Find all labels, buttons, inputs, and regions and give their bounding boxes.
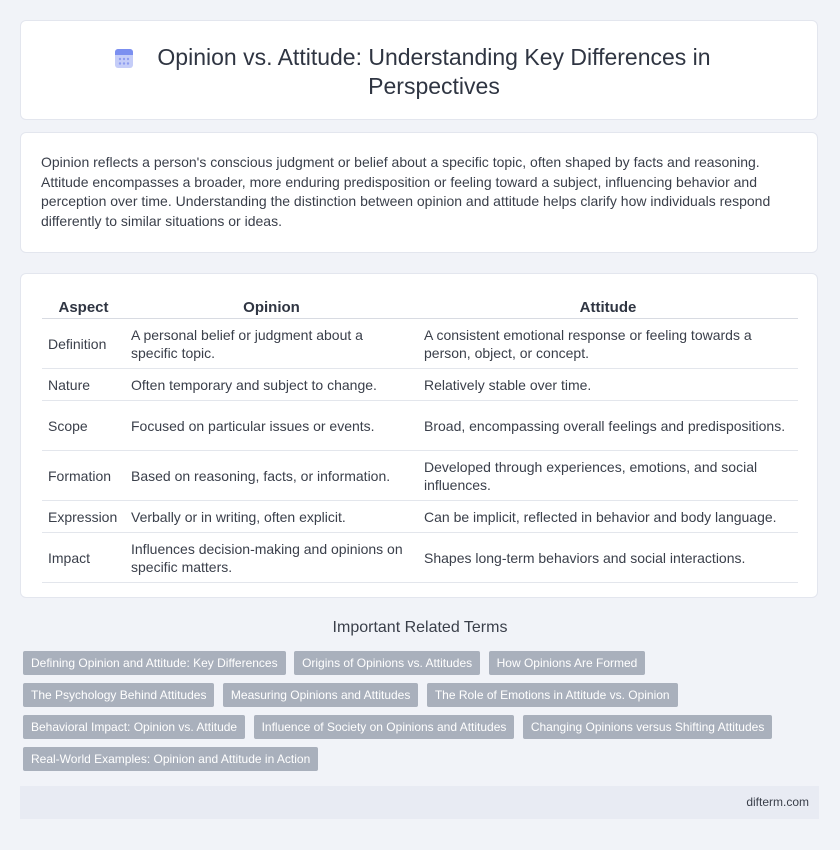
intro-card — [20, 132, 818, 253]
cell-attitude: Can be implicit, reflected in behavior and body language. — [418, 501, 798, 533]
page-title — [21, 43, 817, 101]
table-row — [42, 451, 798, 501]
footer — [20, 786, 819, 819]
related-term-link[interactable]: The Role of Emotions in Attitude vs. Opinion — [427, 683, 678, 707]
cell-aspect: Expression — [42, 501, 125, 533]
cell-opinion: A personal belief or judgment about a specific topic. — [125, 319, 418, 369]
cell-opinion: Based on reasoning, facts, or information. — [125, 451, 418, 501]
related-term-link[interactable]: Changing Opinions versus Shifting Attitudes — [523, 715, 772, 739]
related-term-link[interactable]: Measuring Opinions and Attitudes — [223, 683, 418, 707]
header-aspect: Aspect — [42, 296, 125, 319]
related-term-link[interactable]: Defining Opinion and Attitude: Key Differences — [23, 651, 286, 675]
related-terms-list — [23, 651, 803, 779]
table-row — [42, 533, 798, 583]
related-term-link[interactable]: The Psychology Behind Attitudes — [23, 683, 214, 707]
table-row — [42, 501, 798, 533]
related-term-link[interactable]: How Opinions Are Formed — [489, 651, 646, 675]
table-row — [42, 401, 798, 451]
comparison-card — [20, 273, 818, 598]
table-header-row — [42, 296, 798, 319]
cell-aspect: Formation — [42, 451, 125, 501]
header-card — [20, 20, 818, 120]
comparison-table — [42, 296, 798, 583]
table-row — [42, 319, 798, 369]
cell-attitude: A consistent emotional response or feeling towards a person, object, or concept. — [418, 319, 798, 369]
cell-aspect: Nature — [42, 369, 125, 401]
intro-paragraph: Opinion reflects a person's conscious judgment or belief about a specific topic, often shaped by facts and reasoning. Attitude encompasses a broader, more enduring predisposition or feeling toward a subject, influencing behavior and perception over time. Understanding the distinction between opinion and attitude helps clarify how individuals respond differently to similar situations or ideas. — [41, 154, 771, 229]
related-terms-title: Important Related Terms — [332, 619, 508, 636]
header-attitude: Attitude — [418, 296, 798, 319]
cell-aspect: Scope — [42, 401, 125, 451]
cell-attitude: Relatively stable over time. — [418, 369, 798, 401]
cell-attitude: Developed through experiences, emotions, and social influences. — [418, 451, 798, 501]
cell-opinion: Verbally or in writing, often explicit. — [125, 501, 418, 533]
cell-opinion: Often temporary and subject to change. — [125, 369, 418, 401]
cell-opinion: Influences decision-making and opinions on specific matters. — [125, 533, 418, 583]
footer-site-link[interactable]: difterm.com — [746, 795, 809, 809]
header-opinion: Opinion — [125, 296, 418, 319]
related-term-link[interactable]: Behavioral Impact: Opinion vs. Attitude — [23, 715, 245, 739]
cell-attitude: Broad, encompassing overall feelings and predispositions. — [418, 401, 798, 451]
cell-aspect: Impact — [42, 533, 125, 583]
page-title-text: Opinion vs. Attitude: Understanding Key Differences in Perspectives — [157, 44, 711, 99]
related-term-link[interactable]: Origins of Opinions vs. Attitudes — [294, 651, 480, 675]
related-term-link[interactable]: Influence of Society on Opinions and Attitudes — [254, 715, 515, 739]
table-row — [42, 369, 798, 401]
cell-opinion: Focused on particular issues or events. — [125, 401, 418, 451]
cell-aspect: Definition — [42, 319, 125, 369]
related-term-link[interactable]: Real-World Examples: Opinion and Attitude in Action — [23, 747, 318, 771]
cell-attitude: Shapes long-term behaviors and social interactions. — [418, 533, 798, 583]
